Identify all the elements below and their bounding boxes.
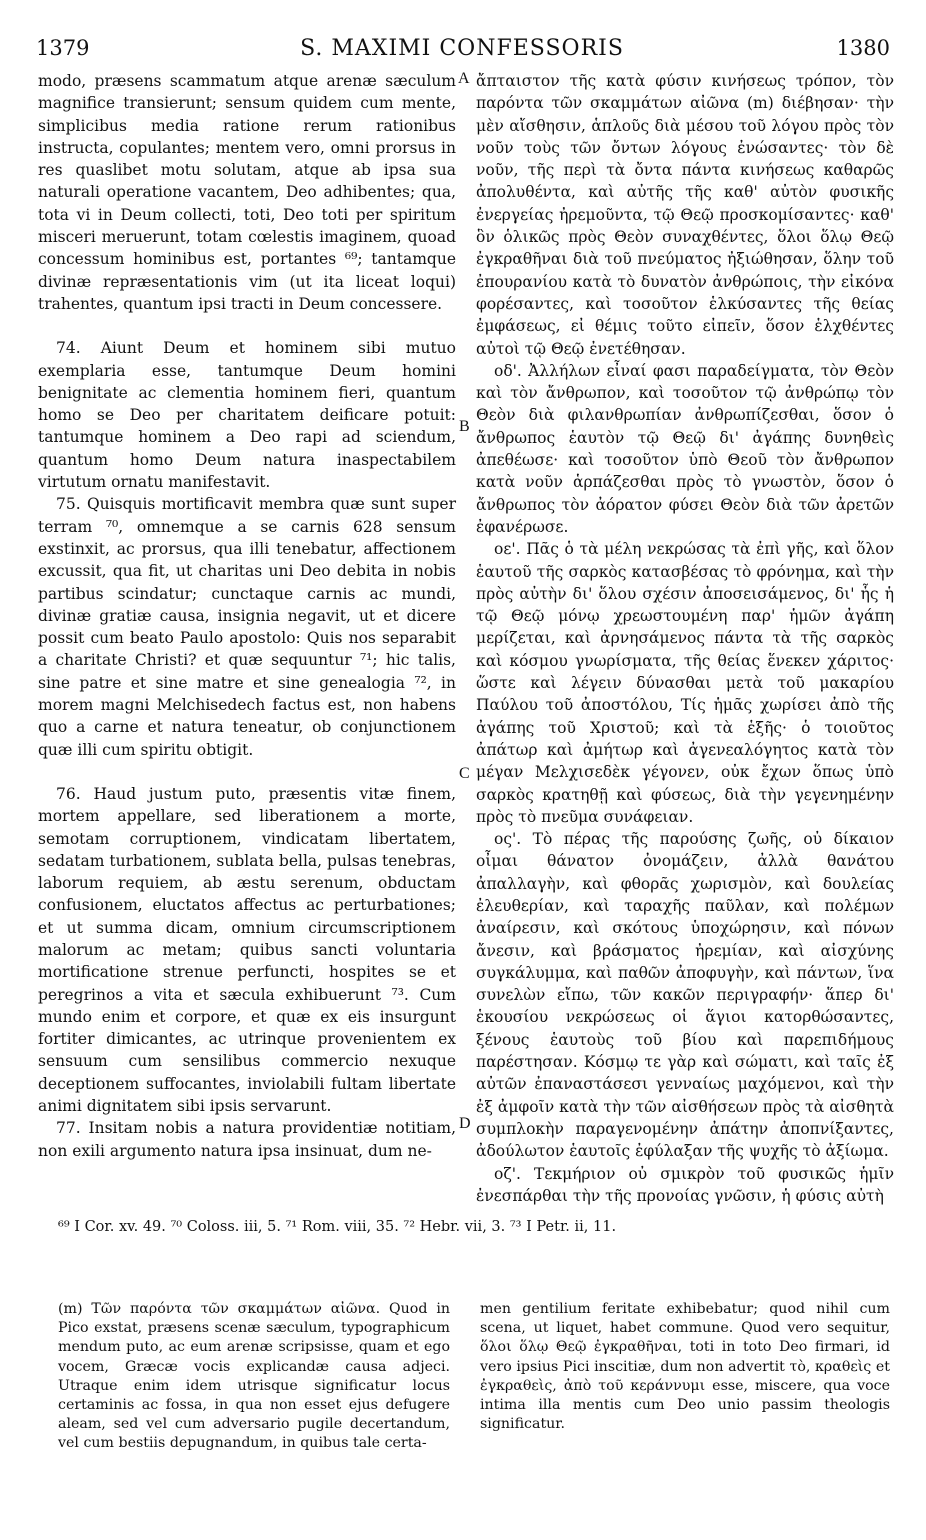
page-header xyxy=(28,36,896,64)
margin-letter-b: B xyxy=(459,418,470,435)
latin-paragraph: 77. Insitam nobis a natura providentiæ notitiam, non exili argumento natura ipsa insinuat, dum ne- xyxy=(38,1119,456,1160)
latin-paragraph: 74. Aiunt Deum et hominem sibi mutuo exemplaria esse, tantumque Deum homini benignitate ac clementia hominem fieri, quantum homo se Deo per charitatem deificare potuit: tantumque hominem a Deo rapi ad sciendum, quantum homo Deum natura inaspectabilem virtutum ornatu manifestavit. xyxy=(38,339,456,492)
running-title: S. MAXIMI CONFESSORIS xyxy=(300,36,624,61)
margin-letter-c: C xyxy=(459,765,470,782)
latin-paragraph: modo, præsens scammatum atque arenæ sæculum magnifice transierunt; sensum quidem cum mente, simplicibus media ratione rerum rationibus instructa, copulantes; mentem vero, omni prorsus in res quaslibet motu solutam, atque ab ipsa sua naturali operatione vacantem, Deo adhibentes; qua, tota vi in Deum collecti, toti, Deo toti per spiritum misceri meruerunt, totam cœlestis imaginem, quoad concessum hominibus est, portantes ⁶⁹; tantamque divinæ repræsentationis vim (ut ita liceat loqui) trahentes, quantum ipsi tracti in Deum concessere. xyxy=(38,72,456,313)
page-number-right: 1380 xyxy=(836,36,890,60)
latin-column xyxy=(38,70,456,1162)
greek-paragraph: οε'. Πᾶς ὁ τὰ μέλη νεκρώσας τὰ ἐπὶ γῆς, καὶ ὅλον ἑαυτοῦ τῆς σαρκὸς κατασβέσας τὸ φρόνημα, καὶ τὴν πρὸς αὐτὴν δι' ὅλου σχέσιν ἀποσεισάμενος, δι' ἧς ἡ τῷ Θεῷ μόνῳ χρεωστουμένη παρ' ἡμῶν ἀγάπη μερίζεται, καὶ ἀρνησάμενος πάντα τὰ τῆς σαρκὸς καὶ κόσμου γνωρίσματα, τῆς θείας ἕνεκεν χάριτος· ὥστε καὶ λέγειν δύνασθαι μετὰ τοῦ μακαρίου Παύλου τοῦ ἀποστόλου, Τίς ἡμᾶς χωρίσει ἀπὸ τῆς ἀγάπης τοῦ Χριστοῦ; καὶ τὰ ἑξῆς· ὁ τοιοῦτος ἀπάτωρ καὶ ἀμήτωρ καὶ ἀγενεαλόγητος κατὰ τὸν μέγαν Μελχισεδὲκ γέγονεν, οὐκ ἔχων ὅπως ὑπὸ σαρκὸς κρατηθῇ καὶ φύσεως, διὰ τὴν γεγενημένην πρὸς τὸ πνεῦμα συνάφειαν. xyxy=(476,540,894,826)
scripture-footnotes: ⁶⁹ I Cor. xv. 49. ⁷⁰ Coloss. iii, 5. ⁷¹ Rom. viii, 35. ⁷² Hebr. vii, 3. ⁷³ I Petr. ii, 11. xyxy=(58,1219,617,1235)
page-number-left: 1379 xyxy=(36,36,90,60)
greek-paragraph: οδ'. Ἀλλήλων εἶναί φασι παραδείγματα, τὸν Θεὸν καὶ τὸν ἄνθρωπον, καὶ τοσοῦτον τῷ ἀνθρώπῳ τὸν Θεὸν διὰ φιλανθρωπίαν ἀνθρωπίζεσθαι, ὅσον ὁ ἄνθρωπος ἑαυτὸν τῷ Θεῷ δι' ἀγάπης δυνηθεὶς ἀπεθέωσε· καὶ τοσοῦτον ὑπὸ Θεοῦ τὸν ἄνθρωπον κατὰ νοῦν ἁρπάζεσθαι πρὸς τὸ γνωστὸν, ὅσον ὁ ἄνθρωπος τὸν ἀόρατον φύσει Θεὸν διὰ τῶν ἀρετῶν ἐφανέρωσε. xyxy=(476,361,894,536)
latin-paragraph: 75. Quisquis mortificavit membra quæ sunt super terram ⁷⁰, omnemque a se carnis 628 sensum exstinxit, ac prorsus, qua illi tenebatur, affectionem excussit, qua fit, ut charitas uni Deo debita in nobis partibus scindatur; cunctaque carnis ac mundi, divinæ gratiæ causa, insignia negavit, ut et dicere possit cum beato Paulo apostolo: Quis nos separabit a charitate Christi? et quæ sequuntur ⁷¹; hic talis, sine patre et sine matre et sine genealogia ⁷², in morem magni Melchisedech factus est, non habens quo a carne et natura teneatur, ob conjunctionem quæ illi cum spiritu obtigit. xyxy=(38,495,456,759)
editor-note-right: men gentilium feritate exhibebatur; quod nihil cum scena, ut liquet, habet commune. Quod vero sequitur, ὅλοι ὅλῳ Θεῷ ἐγκραθῆναι, toti in toto Deo firmari, id vero ipsius Pici inscitiæ, dum non advertit τὸ, κραθεὶς et ἐγκραθεὶς, ἀπὸ τοῦ κεράννυμι esse, miscere, qua voce intima illa mentis cum Deo unio passim theologis significatur. xyxy=(480,1301,890,1433)
latin-paragraph: 76. Haud justum puto, præsentis vitæ finem, mortem appellare, sed liberationem a morte, semotam corruptionem, vindicatam libertatem, sedatam turbationem, sublata bella, pulsas tenebras, laborum requiem, ab æstu serenum, obductam confusionem, eluctatos affectus ac perturbationes; et ut summa dicam, omnium circumscriptionem malorum ac metam; quibus sancti voluntaria mortificatione strenue perfuncti, hospites se et peregrinos a vita et sæcula exhibuerunt ⁷³. Cum mundo enim et corpore, et quæ ex eis insurgunt fortiter dimicantes, ac utrinque provenientem ex sensuum cum sensilibus commercio nexuque deceptionem suffocantes, inviolabili fultam libertate animi dignitatem sibi ipsis servarunt. xyxy=(38,784,456,1116)
greek-paragraph: ος'. Τὸ πέρας τῆς παρούσης ζωῆς, οὐ δίκαιον οἶμαι θάνατον ὀνομάζειν, ἀλλὰ θανάτου ἀπαλλαγὴν, καὶ φθορᾶς χωρισμὸν, καὶ δουλείας ἐλευθερίαν, καὶ ταραχῆς παῦλαν, καὶ πολέμων ἀναίρεσιν, καὶ σκότους ὑποχώρησιν, καὶ πόνων ἄνεσιν, καὶ βράσματος ἠρεμίαν, καὶ αἰσχύνης συγκάλυμμα, καὶ παθῶν ἀποφυγὴν, καὶ πάντων, ἵνα συνελὼν εἴπω, τῶν κακῶν περιγραφήν· ἅπερ δι' ἑκουσίου νεκρώσεως οἱ ἅγιοι κατορθώσαντες, ξένους ἑαυτοὺς τοῦ βίου καὶ παρεπιδήμους παρέστησαν. Κόσμῳ τε γὰρ καὶ σώματι, καὶ ταῖς ἐξ αὐτῶν ἐπαναστάσεσι γενναίως μαχόμενοι, καὶ τὴν ἐξ ἀμφοῖν κατὰ τὴν τῶν αἰσθήσεων πρὸς τὰ αἰσθητὰ συμπλοκὴν παραγενομένην ἀπάτην ἀποπνίξαντες, ἀδούλωτον ἑαυτοῖς ἐφύλαξαν τῆς ψυχῆς τὸ ἀξίωμα. xyxy=(476,830,894,1161)
editor-note-left: (m) Τῶν παρόντα τῶν σκαμμάτων αἰῶνα. Quod in Pico exstat, præsens scenæ sæculum, typographicum mendum puto, ac eum arenæ scripsisse, quam et ego vocem, Græcæ vocis explicandæ causa adjeci. Utraque enim idem utrisque significatur locus certaminis ac fossa, in qua non esset ejus defugere aleam, sed vel cum adversario pugile decertandum, vel cum bestiis depugnandum, in quibus tale certa- xyxy=(58,1301,450,1452)
greek-column xyxy=(476,70,894,1207)
margin-letter-d: D xyxy=(459,1115,471,1132)
margin-letter-a: A xyxy=(458,70,470,87)
greek-paragraph: ἄπταιστον τῆς κατὰ φύσιν κινήσεως τρόπον, τὸν παρόντα τῶν σκαμμάτων αἰῶνα (m) διέβησαν· τὴν μὲν αἴσθησιν, ἁπλοῦς διὰ μέσου τοῦ λόγου πρὸς τὸν νοῦν τοὺς τῶν ὄντων λόγους ἐνώσαντες· τὸν δὲ νοῦν, τῆς περὶ τὰ ὄντα πάντα κινήσεως καθαρῶς ἀπολυθέντα, καὶ αὐτῆς τῆς καθ' αὐτὸν φυσικῆς ἐνεργείας ἠρεμοῦντα, τῷ Θεῷ προσκομίσαντες· καθ' ὃν ὁλικῶς πρὸς Θεὸν συναχθέντες, ὅλοι ὅλῳ Θεῷ ἐγκραθῆναι διὰ τοῦ πνεύματος ἠξιώθησαν, ὅλην τοῦ ἐπουρανίου κατὰ τὸ δυνατὸν ἀνθρώποις, τὴν εἰκόνα φορέσαντες, καὶ τοσοῦτον ἑλκύσαντες τῆς θείας ἐμφάσεως, εἰ θέμις τοῦτο εἰπεῖν, ὅσον ἑλχθέντες αὐτοὶ τῷ Θεῷ ἐνετέθησαν. xyxy=(476,72,894,358)
greek-paragraph: οζ'. Τεκμήριον οὐ σμικρὸν τοῦ φυσικῶς ἡμῖν ἐνεσπάρθαι τὴν τῆς προνοίας γνῶσιν, ἡ φύσις αὐτὴ xyxy=(476,1164,894,1205)
